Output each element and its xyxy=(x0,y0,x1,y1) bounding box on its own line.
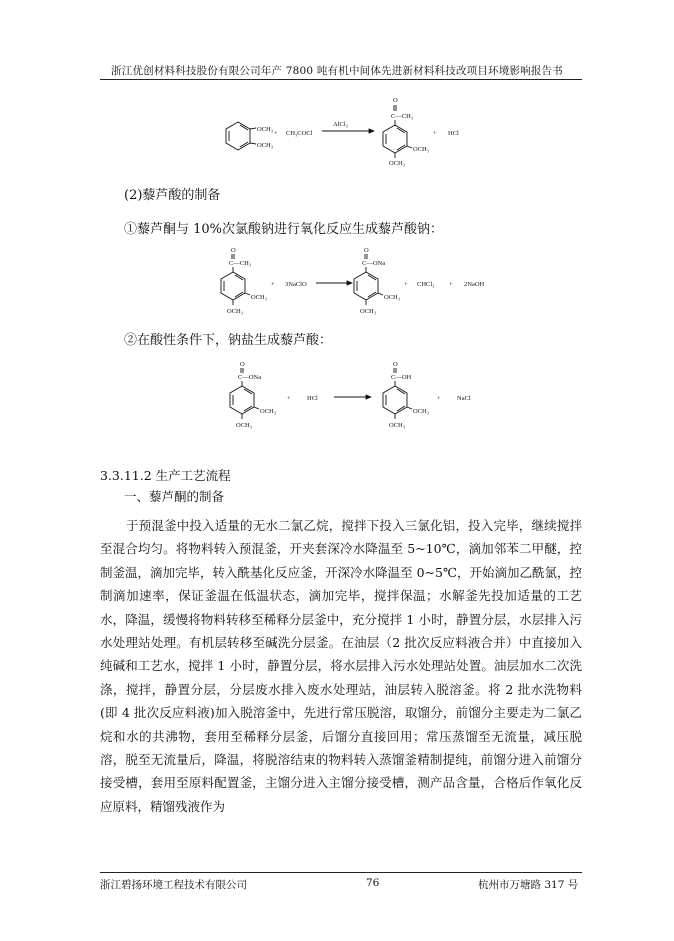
product-och3-para: OCH₃ xyxy=(389,160,405,167)
veratrole-och3-top: OCH₃ xyxy=(257,126,273,133)
reaction-2 xyxy=(221,247,485,315)
footer-divider xyxy=(100,872,582,873)
veratrole-och3-bottom: OCH₃ xyxy=(257,142,273,149)
catalyst-label: AlCl₃ xyxy=(333,121,348,128)
chloroform-byproduct: CHCl₃ xyxy=(417,281,435,288)
veratric-acid-ring xyxy=(383,386,407,414)
carboxylate-group: C—ONa xyxy=(362,260,386,267)
plus-sign: + xyxy=(433,130,437,137)
product-ring xyxy=(354,272,378,300)
och3-para: OCH₃ xyxy=(227,308,243,315)
step-1-text: ①藜芦酮与 10%次氯酸钠进行氧化反应生成藜芦酸钠： xyxy=(124,222,444,237)
subsection-title: 一、藜芦酮的制备 xyxy=(124,489,225,504)
carboxylate-o: O xyxy=(364,247,369,254)
plus-sign: + xyxy=(404,281,408,288)
plus-sign: + xyxy=(449,281,453,288)
sodium-hypochlorite: 3NaClO xyxy=(285,281,307,288)
acetyl-group: C—CH₃ xyxy=(229,260,252,267)
carbonyl-o: O xyxy=(231,247,236,254)
plus-sign: + xyxy=(274,130,278,137)
sodium-veratrate-ring xyxy=(230,386,254,414)
nacl-byproduct: NaCl xyxy=(457,395,471,402)
step-2-text: ②在酸性条件下，钠盐生成藜芦酸： xyxy=(124,333,333,348)
acetyl-chloride: CH₃COCl xyxy=(286,130,313,137)
och3-para: OCH₃ xyxy=(389,422,405,429)
och3-meta: OCH₃ xyxy=(413,408,429,415)
plus-sign: + xyxy=(287,395,291,402)
product-och3-meta: OCH₃ xyxy=(413,146,429,153)
acetyl-group: C—CH₃ xyxy=(391,113,414,120)
plus-sign: + xyxy=(271,281,275,288)
plus-sign: + xyxy=(437,395,441,402)
carboxyl-o: O xyxy=(393,361,398,368)
veratrole-ring xyxy=(226,122,250,150)
footer-company: 浙江碧扬环境工程技术有限公司 xyxy=(100,879,247,891)
och3-meta: OCH₃ xyxy=(260,408,276,415)
hcl-byproduct: HCl xyxy=(448,130,459,137)
page-number: 76 xyxy=(366,877,380,889)
page-header: 浙江优创材料科技股份有限公司年产 7800 吨有机中间体先进新材料科技改项目环境影响报告书 xyxy=(111,65,563,77)
acetoveratrone-ring xyxy=(221,272,245,300)
hcl-reagent: HCl xyxy=(307,395,318,402)
reaction-3 xyxy=(230,361,471,429)
product-ring xyxy=(383,125,407,153)
carboxyl-group: C—OH xyxy=(391,374,412,381)
och3-meta: OCH₃ xyxy=(251,294,267,301)
och3-para: OCH₃ xyxy=(360,308,376,315)
och3-meta: OCH₃ xyxy=(384,294,400,301)
section-2-title: (2)藜芦酸的制备 xyxy=(124,188,221,203)
footer-address: 杭州市万塘路 317 号 xyxy=(478,879,579,891)
och3-para: OCH₃ xyxy=(236,422,252,429)
reaction-1 xyxy=(226,97,459,167)
body-paragraph: 于预混釜中投入适量的无水二氯乙烷，搅拌下投入三氯化铝，投入完毕，继续搅拌至混合均匀。将物料转入预混釜，开夹套深冷水降温至 5~10℃，滴加邻苯二甲醚，控制釜温，滴加完毕，转入酰基化反应釜，开深冷水降温至 0~5℃，开始滴加乙酰氯，控制滴加速率，保证釜温在低温状态，滴加完毕，搅拌保温；水解釜先投加适量的工艺水，降温，缓慢将物料转移至稀释分层釜中，充分搅拌 1 小时，静置分层，水层排入污水处理站处理。有机层转移至碱洗分层釜。在油层（2 批次反应料液合并）中直接加入纯碱和工艺水，搅拌 1 小时，静置分层，将水层排入污水处理站处置。油层加水二次洗涤，搅拌，静置分层，分层废水排入废水处理站，油层转入脱溶釜。将 2 批水洗物料(即 4 批次反应料液)加入脱溶釜中，先进行常压脱溶，取馏分，前馏分主要走为二氯乙烷和水的共沸物，套用至稀释分层釜，后馏分直接回用；常压蒸馏至无流量，减压脱溶，脱至无流量后，降温，将脱溶结束的物料转入蒸馏釜精制提纯，前馏分进入前馏分接受槽，套用至原料配置釜，主馏分进入主馏分接受槽，测产品含量，合格后作氧化反应原料，精馏残液作为 xyxy=(100,518,582,814)
carbonyl-o: O xyxy=(393,97,398,104)
carboxylate-o: O xyxy=(240,361,245,368)
naoh-byproduct: 2NaOH xyxy=(464,281,485,288)
section-number-title: 3.3.11.2 生产工艺流程 xyxy=(100,468,231,483)
carboxylate-group: C—ONa xyxy=(238,374,262,381)
